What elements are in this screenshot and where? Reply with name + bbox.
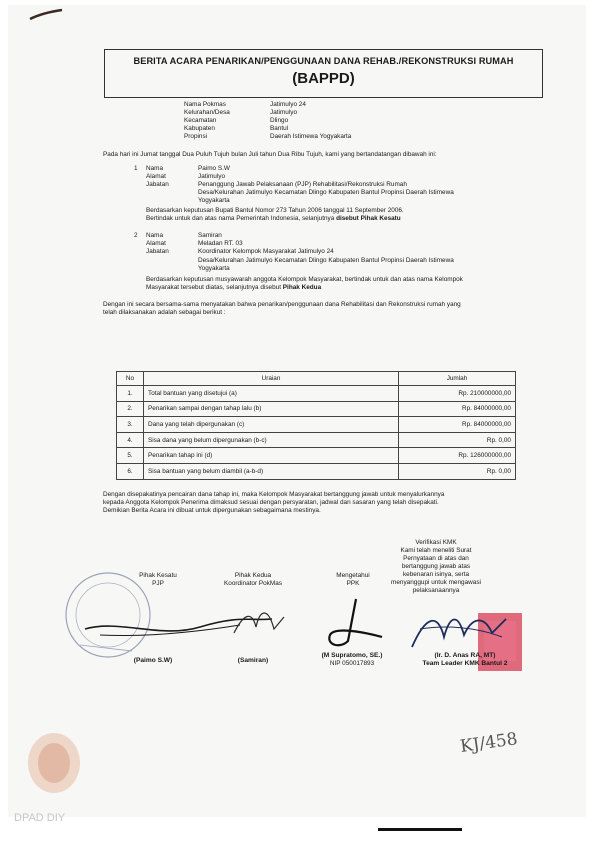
statement-line: Dengan ini secara bersama-sama menyatakan bahwa penarikan/penggunaan dana Rehabilitasi dan Rekonstruksi rumah yang	[103, 301, 461, 308]
signatory-name: (M Supratomo, SE.)	[321, 652, 383, 659]
info-value: Bantul	[270, 125, 289, 132]
verification-line: kebenaran isinya, serta	[402, 571, 470, 578]
closing-line: kepada Anggota Kelompok Penerima dimaksud sesuai dengan persyaratan, jadwal dan sasaran yang telah disepakati.	[103, 499, 439, 506]
acting-bold: disebut Pihak Kesatu	[336, 215, 401, 222]
party-value-cont: Yogyakarta	[198, 197, 230, 204]
header-desc: Uraian	[144, 372, 399, 386]
fund-table	[116, 371, 516, 480]
closing-line: Demikian Berita Acara ini dibuat untuk dipergunakan sebagaimana mestinya.	[103, 507, 321, 514]
row-amount: Rp. 0,00	[399, 463, 516, 479]
party-value: Penanggung Jawab Pelaksanaan (PJP) Rehabilitasi/Rekonstruksi Rumah	[198, 181, 407, 188]
row-amount: Rp. 84000000,00	[399, 401, 516, 417]
table-row	[117, 401, 516, 417]
party-label: Alamat	[146, 240, 166, 247]
party-label: Nama	[146, 232, 164, 239]
info-label: Kelurahan/Desa	[184, 109, 230, 116]
row-desc: Penarikan tahap ini (d)	[144, 448, 399, 464]
signatory-name: (Samiran)	[237, 657, 269, 664]
row-no: 5.	[117, 448, 144, 464]
document-page	[8, 5, 586, 817]
table-row	[117, 448, 516, 464]
row-amount: Rp. 210000000,00	[399, 386, 516, 402]
table-header-row	[117, 372, 516, 386]
signatory-name: (Paimo S.W)	[133, 657, 173, 664]
party-value: Jatimulyo	[198, 173, 225, 180]
basis-text: Masyarakat tersebut diatas, selanjutnya disebut	[146, 284, 281, 291]
archive-emblem-icon	[22, 729, 86, 804]
row-no: 4.	[117, 432, 144, 448]
acting-text: Bertindak untuk dan atas nama Pemerintah Indonesia, selanjutnya	[146, 215, 335, 222]
document-title: BERITA ACARA PENARIKAN/PENGGUNAAN DANA REHAB./REKONSTRUKSI RUMAH	[133, 56, 514, 66]
party-label: Jabatan	[146, 181, 169, 188]
info-value: Daerah Istimewa Yogyakarta	[270, 133, 352, 140]
header-amount: Jumlah	[399, 372, 516, 386]
party-number: 2	[134, 232, 138, 239]
verification-line: bertanggung jawab atas	[401, 563, 471, 570]
statement-line: telah dilaksanakan adalah sebagai berikut :	[103, 309, 226, 316]
signature-title: PPK	[346, 580, 360, 587]
signature-title: Koordinator PokMas	[224, 580, 282, 587]
party-label: Nama	[146, 165, 164, 172]
row-no: 2.	[117, 401, 144, 417]
party-value: Samiran	[198, 232, 222, 239]
intro-text: Pada hari ini Jumat tanggal Dua Puluh Tujuh bulan Juli tahun Dua Ribu Tujuh, kami yang bertandatangan dibawah ini:	[103, 151, 437, 158]
signature-role: Pihak Kedua	[234, 572, 272, 579]
row-amount: Rp. 0,00	[399, 432, 516, 448]
table-row	[117, 417, 516, 433]
signature-role: Pihak Kesatu	[139, 572, 177, 579]
verification-line: Pernyataan di atas dan	[403, 555, 469, 562]
party-value: Paimo S.W	[198, 165, 230, 172]
party-value: Koordinator Kelompok Masyarakat Jatimulyo 24	[198, 248, 334, 255]
table-row	[117, 463, 516, 479]
table-row	[117, 432, 516, 448]
row-amount: Rp. 126000000,00	[399, 448, 516, 464]
closing-line: Dengan disepakatinya pencairan dana tahap ini, maka Kelompok Masyarakat bertanggung jawab untuk menyalurkannya	[103, 491, 445, 498]
verification-line: Verifikasi KMK	[415, 539, 457, 546]
info-value: Jatimulyo	[270, 109, 297, 116]
verification-line: pelaksanaannya	[412, 587, 460, 594]
info-label: Nama Pokmas	[184, 101, 226, 108]
party-value-cont: Desa/Kelurahan Jatimulyo Kecamatan Dlingo Kabupaten Bantul Propinsi Daerah Istimewa	[198, 189, 454, 196]
row-desc: Dana yang telah dipergunakan (c)	[144, 417, 399, 433]
party-number: 1	[134, 165, 138, 172]
row-desc: Sisa dana yang belum dipergunakan (b-c)	[144, 432, 399, 448]
table-row	[117, 386, 516, 402]
party-label: Jabatan	[146, 248, 169, 255]
signature-scribble-icon	[320, 597, 390, 656]
party-label: Alamat	[146, 173, 166, 180]
signature-role: Mengetahui	[336, 572, 370, 579]
title-box	[104, 49, 543, 98]
row-desc: Penarikan sampai dengan tahap lalu (b)	[144, 401, 399, 417]
signatory-id: NIP 050017893	[329, 660, 375, 667]
scan-bar	[378, 828, 462, 831]
signature-title: PJP	[152, 580, 164, 587]
party-basis: Berdasarkan keputusan Bupati Bantul Nomor 273 Tahun 2006 tanggal 11 September 2006.	[146, 207, 404, 214]
verification-note	[376, 539, 496, 595]
basis-bold: Pihak Kedua	[282, 284, 322, 291]
verification-line: menyanggupi untuk mengawasi	[391, 579, 481, 586]
kmk-name: (Ir. D. Anas RA, MT)	[434, 652, 496, 659]
party-acting	[146, 215, 401, 223]
info-value: Jatimulyo 24	[270, 101, 306, 108]
info-value: Dlingo	[270, 117, 289, 124]
row-no: 3.	[117, 417, 144, 433]
info-label: Propinsi	[184, 133, 208, 140]
header-no: No	[117, 372, 144, 386]
party-basis	[146, 284, 321, 292]
party-value-cont: Yogyakarta	[198, 265, 230, 272]
row-no: 6.	[117, 463, 144, 479]
party-value: Meladan RT. 03	[198, 240, 243, 247]
row-desc: Total bantuan yang disetujui (a)	[144, 386, 399, 402]
verification-line: Kami telah meneliti Surat	[400, 547, 472, 554]
row-desc: Sisa bantuan yang belum diambil (a-b-d)	[144, 463, 399, 479]
signature-scribble-icon	[230, 603, 290, 648]
info-label: Kecamatan	[184, 117, 217, 124]
pen-mark-icon	[28, 7, 68, 28]
handwritten-number: KJ/458	[458, 729, 519, 757]
party-basis: Berdasarkan keputusan musyawarah anggota Kelompok Masyarakat, bertindak untuk dan atas nama Kelompok	[146, 276, 463, 283]
party-value-cont: Desa/Kelurahan Jatimulyo Kecamatan Dlingo Kabupaten Bantul Propinsi Daerah Istimewa	[198, 257, 454, 264]
info-label: Kabupaten	[184, 125, 215, 132]
document-subtitle: (BAPPD)	[292, 70, 355, 87]
row-amount: Rp. 84000000,00	[399, 417, 516, 433]
row-no: 1.	[117, 386, 144, 402]
watermark-label: DPAD DIY	[14, 812, 66, 824]
kmk-title: Team Leader KMK Bantul 2	[422, 660, 508, 667]
